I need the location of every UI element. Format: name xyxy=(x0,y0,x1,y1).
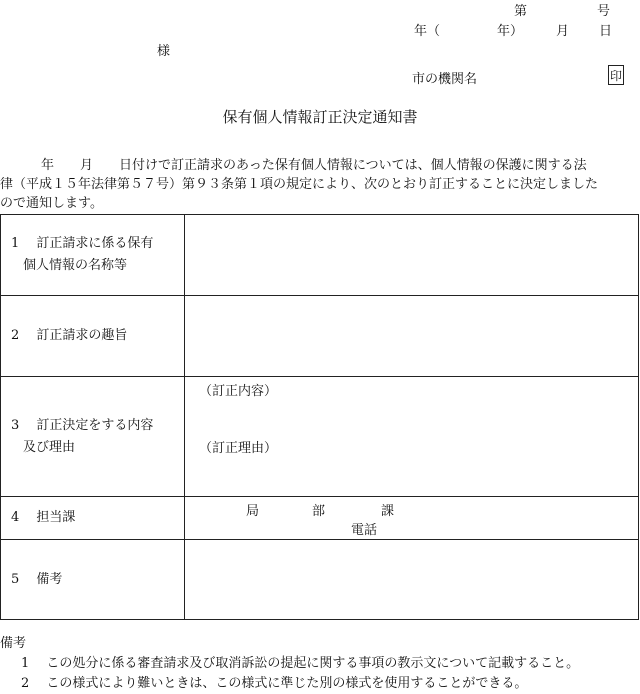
number-dai: 第 xyxy=(514,4,528,19)
label-decision-line1: 3 訂正決定をする内容 xyxy=(11,417,154,433)
intro-paragraph xyxy=(0,156,640,213)
intro-line-1: 年 月 日付けで訂正請求のあった保有個人情報については、個人情報の保護に関する法 xyxy=(41,158,587,173)
label-record-name-line1: 1 訂正請求に係る保有 xyxy=(11,236,154,251)
value-purpose xyxy=(185,296,639,377)
document-title: 保有個人情報訂正決定通知書 xyxy=(222,108,418,126)
label-decision-line2: 及び理由 xyxy=(23,439,76,455)
label-purpose: 2 訂正請求の趣旨 xyxy=(1,296,185,377)
intro-line-3: ので通知します。 xyxy=(0,196,103,211)
notes-item-1: 1 この処分に係る審査請求及び取消訴訟の提起に関する事項の教示文について記載すること。 xyxy=(21,656,580,671)
department-tel: 電話 xyxy=(351,523,378,538)
agency-name-label: 市の機関名 xyxy=(412,72,478,87)
date-month: 月 xyxy=(556,24,570,39)
value-decision xyxy=(185,377,639,497)
table-row-department xyxy=(1,497,639,540)
table-row-remarks xyxy=(1,540,639,620)
number-go: 号 xyxy=(597,4,611,19)
department-kyoku: 局 xyxy=(246,504,260,519)
value-department xyxy=(185,497,639,540)
label-record-name-line2: 個人情報の名称等 xyxy=(23,258,128,273)
correction-content-label: （訂正内容） xyxy=(199,384,278,399)
value-remarks xyxy=(185,540,639,620)
notes-heading: 備考 xyxy=(0,636,27,651)
correction-decision-table xyxy=(0,214,639,620)
label-remarks: 5 備考 xyxy=(1,540,185,620)
label-decision xyxy=(1,377,185,497)
table-row-record-name xyxy=(1,215,639,296)
notes-section xyxy=(0,634,579,694)
date-year-close: 年） xyxy=(497,24,524,39)
value-record-name xyxy=(185,215,639,296)
table-row-purpose xyxy=(1,296,639,377)
intro-line-2: 律（平成１５年法律第５７号）第９３条第１項の規定により、次のとおり訂正することに決定しました xyxy=(0,177,599,192)
seal-box: 印 xyxy=(608,65,624,85)
correction-reason-label: （訂正理由） xyxy=(199,441,278,456)
notes-item-2: 2 この様式により難いときは、この様式に準じた別の様式を使用することができる。 xyxy=(21,676,528,691)
table-row-decision xyxy=(1,377,639,497)
label-department: 4 担当課 xyxy=(1,497,185,540)
date-day: 日 xyxy=(599,24,613,39)
label-record-name xyxy=(1,215,185,296)
department-bu: 部 xyxy=(312,504,326,519)
date-year-open: 年（ xyxy=(414,24,441,39)
department-ka: 課 xyxy=(381,504,395,519)
addressee-sama: 様 xyxy=(157,44,171,59)
